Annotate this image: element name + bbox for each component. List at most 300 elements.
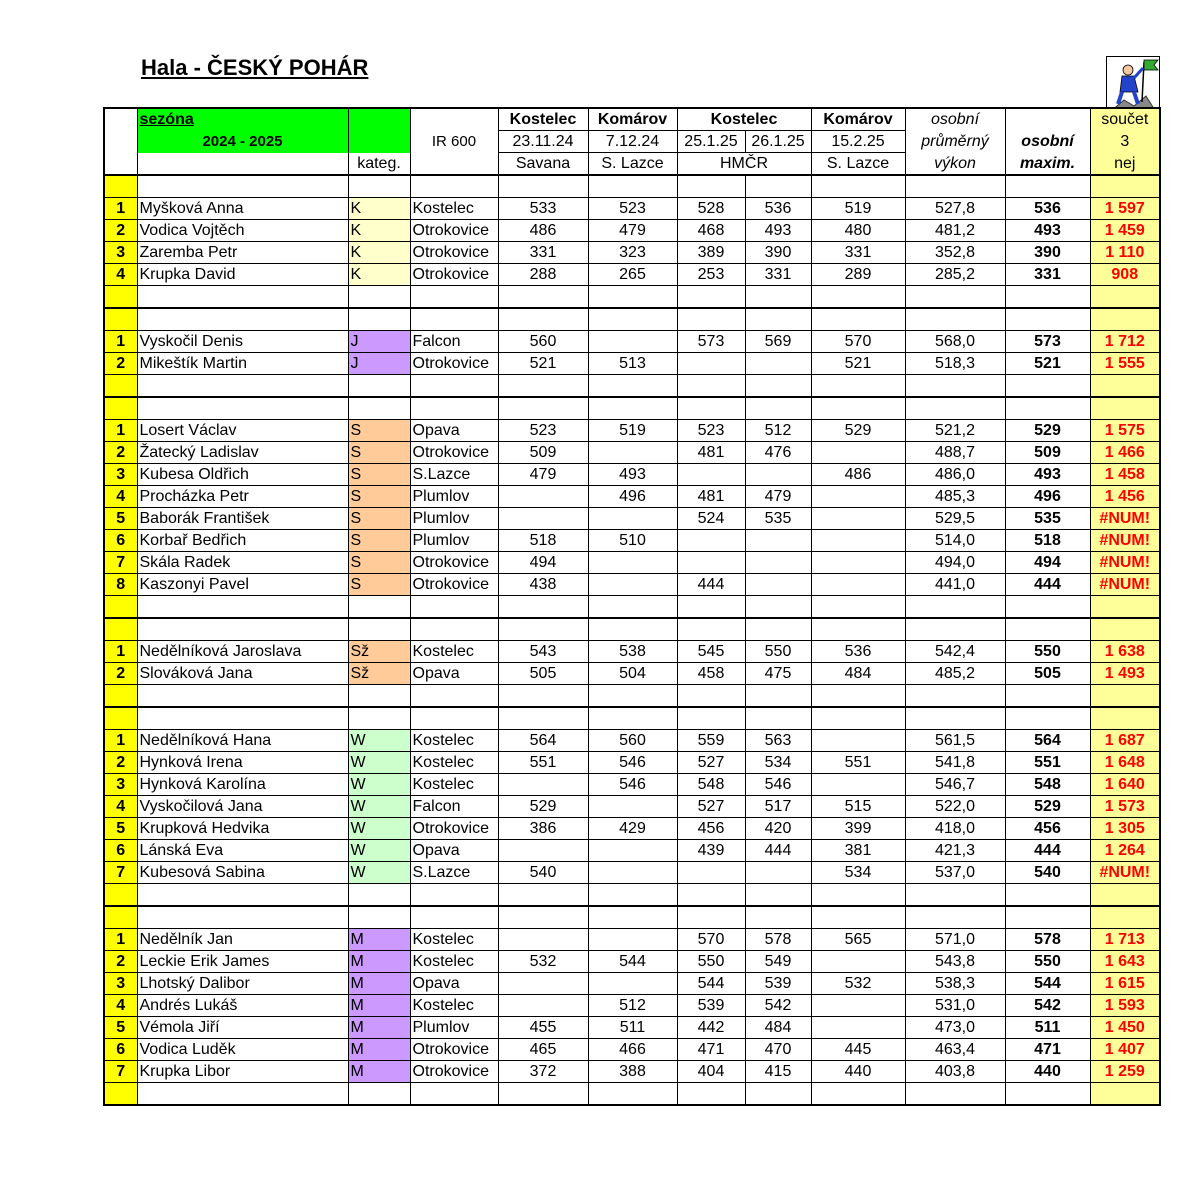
- best-three-sum: #NUM!: [1090, 508, 1160, 530]
- table-row: [104, 774, 1160, 796]
- score-5: [811, 995, 905, 1017]
- score-4: 470: [745, 1039, 811, 1061]
- table-row: [104, 264, 1160, 286]
- blank-cell: [1005, 286, 1090, 309]
- score-2: [588, 552, 677, 574]
- best-label-1: součet: [1090, 108, 1160, 131]
- score-1: 523: [498, 420, 588, 442]
- max-score: 444: [1005, 574, 1090, 596]
- table-row: [104, 353, 1160, 375]
- blank-cell: [811, 884, 905, 907]
- table-row: [104, 198, 1160, 220]
- score-4: 534: [745, 752, 811, 774]
- score-4: 444: [745, 840, 811, 862]
- best-three-sum: 1 597: [1090, 198, 1160, 220]
- average-score: 352,8: [905, 242, 1005, 264]
- blank-cell: [137, 596, 348, 619]
- blank-cell: [498, 286, 588, 309]
- max-score: 493: [1005, 220, 1090, 242]
- athlete-name: Lhotský Dalibor: [137, 973, 348, 995]
- score-2: 546: [588, 752, 677, 774]
- blank-cell: [811, 685, 905, 708]
- score-3: 545: [677, 641, 745, 663]
- score-3: 527: [677, 796, 745, 818]
- max-score: 544: [1005, 973, 1090, 995]
- score-4: [745, 552, 811, 574]
- blank-cell: [745, 707, 811, 730]
- spacer-row: [104, 884, 1160, 907]
- rank-cell-blank: [104, 884, 137, 907]
- event-2-venue: Komárov: [588, 108, 677, 131]
- rank-cell: 2: [104, 752, 137, 774]
- score-5: 551: [811, 752, 905, 774]
- blank-cell: [410, 1083, 498, 1106]
- table-row: [104, 995, 1160, 1017]
- blank-cell: [1005, 596, 1090, 619]
- rank-cell: 2: [104, 220, 137, 242]
- average-score: 473,0: [905, 1017, 1005, 1039]
- blank-cell: [905, 884, 1005, 907]
- score-1: 455: [498, 1017, 588, 1039]
- table-row: [104, 508, 1160, 530]
- score-5: 486: [811, 464, 905, 486]
- blank-cell: [811, 375, 905, 398]
- blank-cell: [905, 375, 1005, 398]
- spacer-row: [104, 596, 1160, 619]
- score-2: 546: [588, 774, 677, 796]
- average-score: 568,0: [905, 331, 1005, 353]
- rank-cell: 6: [104, 840, 137, 862]
- rank-cell-blank: [104, 308, 137, 331]
- score-2: 544: [588, 951, 677, 973]
- category-badge: S: [348, 574, 410, 596]
- event-3-date: 25.1.25: [677, 131, 745, 153]
- score-3: 442: [677, 1017, 745, 1039]
- score-5: 565: [811, 929, 905, 951]
- score-3: 253: [677, 264, 745, 286]
- table-row: [104, 818, 1160, 840]
- avg-label-3: výkon: [905, 153, 1005, 176]
- rank-cell-blank: [104, 707, 137, 730]
- score-1: [498, 929, 588, 951]
- score-4: [745, 353, 811, 375]
- blank-cell: [348, 175, 410, 198]
- score-5: [811, 951, 905, 973]
- category-badge: S: [348, 552, 410, 574]
- category-badge: J: [348, 353, 410, 375]
- blank-cell: [410, 618, 498, 641]
- rank-cell: 2: [104, 663, 137, 685]
- blank-cell: [588, 175, 677, 198]
- best-three-sum: 1 713: [1090, 929, 1160, 951]
- spacer-row: [104, 1083, 1160, 1106]
- score-3: 444: [677, 574, 745, 596]
- club-name: Otrokovice: [410, 442, 498, 464]
- best-three-sum: 1 407: [1090, 1039, 1160, 1061]
- blank-cell: [1005, 618, 1090, 641]
- blank-cell: [745, 397, 811, 420]
- score-3: 527: [677, 752, 745, 774]
- score-4: 415: [745, 1061, 811, 1083]
- score-5: [811, 486, 905, 508]
- table-row: [104, 464, 1160, 486]
- club-name: Plumlov: [410, 1017, 498, 1039]
- blank-cell: [588, 596, 677, 619]
- category-badge: W: [348, 818, 410, 840]
- event-2-place: S. Lazce: [588, 153, 677, 176]
- blank-cell: [588, 707, 677, 730]
- best-three-sum: 1 593: [1090, 995, 1160, 1017]
- blank-cell: [905, 707, 1005, 730]
- athlete-name: Korbař Bedřich: [137, 530, 348, 552]
- score-2: 513: [588, 353, 677, 375]
- athlete-name: Žatecký Ladislav: [137, 442, 348, 464]
- rank-cell-blank: [104, 618, 137, 641]
- club-name: Plumlov: [410, 486, 498, 508]
- rank-cell-blank: [104, 685, 137, 708]
- score-4: 546: [745, 774, 811, 796]
- blank-cell: [348, 308, 410, 331]
- category-badge: M: [348, 995, 410, 1017]
- blank-cell: [677, 707, 745, 730]
- athlete-name: Vémola Jiří: [137, 1017, 348, 1039]
- score-5: [811, 508, 905, 530]
- score-3: 539: [677, 995, 745, 1017]
- athlete-name: Myšková Anna: [137, 198, 348, 220]
- score-4: 475: [745, 663, 811, 685]
- athlete-name: Krupková Hedvika: [137, 818, 348, 840]
- blank-cell: [1005, 1083, 1090, 1106]
- event-3-venue: Kostelec: [677, 108, 811, 131]
- ir-label: IR 600: [410, 131, 498, 153]
- athlete-name: Mikeštík Martin: [137, 353, 348, 375]
- spacer-row: [104, 286, 1160, 309]
- header-row-3: [104, 153, 1160, 176]
- blank-cell: [677, 375, 745, 398]
- best-three-sum: 1 110: [1090, 242, 1160, 264]
- event-1-date: 23.11.24: [498, 131, 588, 153]
- score-3: 458: [677, 663, 745, 685]
- score-3: [677, 353, 745, 375]
- event-3-place: HMČR: [677, 153, 811, 176]
- average-score: 403,8: [905, 1061, 1005, 1083]
- table-row: [104, 929, 1160, 951]
- table-row: [104, 641, 1160, 663]
- blank-cell: [498, 906, 588, 929]
- blank-cell: [410, 685, 498, 708]
- best-three-sum: 1 615: [1090, 973, 1160, 995]
- blank-cell: [677, 618, 745, 641]
- blank-cell: [137, 1083, 348, 1106]
- score-5: 445: [811, 1039, 905, 1061]
- average-score: 529,5: [905, 508, 1005, 530]
- category-badge: W: [348, 752, 410, 774]
- club-name: Kostelec: [410, 198, 498, 220]
- score-3: 471: [677, 1039, 745, 1061]
- rank-cell: 2: [104, 442, 137, 464]
- rank-cell: 5: [104, 1017, 137, 1039]
- best-cell-blank: [1090, 618, 1160, 641]
- table-row: [104, 242, 1160, 264]
- page-title: Hala - ČESKÝ POHÁR: [141, 55, 369, 80]
- score-5: [811, 442, 905, 464]
- table-row: [104, 840, 1160, 862]
- score-2: [588, 331, 677, 353]
- score-2: 523: [588, 198, 677, 220]
- blank-cell: [137, 906, 348, 929]
- best-three-sum: 1 638: [1090, 641, 1160, 663]
- score-1: 564: [498, 730, 588, 752]
- average-score: 485,3: [905, 486, 1005, 508]
- score-1: 479: [498, 464, 588, 486]
- blank-cell: [137, 707, 348, 730]
- athlete-name: Vyskočilová Jana: [137, 796, 348, 818]
- club-name: Otrokovice: [410, 242, 498, 264]
- score-3: 404: [677, 1061, 745, 1083]
- category-badge: M: [348, 1039, 410, 1061]
- category-badge: K: [348, 264, 410, 286]
- score-3: [677, 530, 745, 552]
- best-label-3: nej: [1090, 153, 1160, 176]
- score-3: [677, 464, 745, 486]
- athlete-name: Kubesová Sabina: [137, 862, 348, 884]
- athlete-name: Vyskočil Denis: [137, 331, 348, 353]
- blank-cell: [811, 308, 905, 331]
- blank-cell: [1005, 175, 1090, 198]
- category-badge: W: [348, 774, 410, 796]
- score-1: 533: [498, 198, 588, 220]
- category-badge: S: [348, 442, 410, 464]
- score-3: 468: [677, 220, 745, 242]
- score-3: 559: [677, 730, 745, 752]
- blank-cell: [745, 1083, 811, 1106]
- score-4: 563: [745, 730, 811, 752]
- blank-cell: [745, 596, 811, 619]
- rank-cell-blank: [104, 175, 137, 198]
- table-row: [104, 663, 1160, 685]
- score-4: 512: [745, 420, 811, 442]
- blank-cell: [811, 596, 905, 619]
- average-score: 488,7: [905, 442, 1005, 464]
- blank-cell: [410, 308, 498, 331]
- best-cell-blank: [1090, 596, 1160, 619]
- rank-cell: 5: [104, 818, 137, 840]
- score-5: 532: [811, 973, 905, 995]
- score-2: 429: [588, 818, 677, 840]
- club-name: Kostelec: [410, 951, 498, 973]
- score-5: 521: [811, 353, 905, 375]
- score-4: 539: [745, 973, 811, 995]
- club-name: Kostelec: [410, 995, 498, 1017]
- score-1: 386: [498, 818, 588, 840]
- category-badge: K: [348, 242, 410, 264]
- score-5: 515: [811, 796, 905, 818]
- event-1-place: Savana: [498, 153, 588, 176]
- blank-cell: [498, 884, 588, 907]
- best-three-sum: 1 712: [1090, 331, 1160, 353]
- rank-cell-blank: [104, 596, 137, 619]
- rank-cell: 6: [104, 1039, 137, 1061]
- blank-cell: [677, 884, 745, 907]
- blank-cell: [677, 906, 745, 929]
- score-3: 570: [677, 929, 745, 951]
- spacer-row: [104, 375, 1160, 398]
- blank-cell: [811, 175, 905, 198]
- blank-cell: [348, 884, 410, 907]
- best-three-sum: 1 573: [1090, 796, 1160, 818]
- best-three-sum: 908: [1090, 264, 1160, 286]
- blank-cell: [498, 596, 588, 619]
- table-row: [104, 862, 1160, 884]
- score-4: [745, 862, 811, 884]
- club-name: Falcon: [410, 331, 498, 353]
- score-3: 550: [677, 951, 745, 973]
- score-3: 573: [677, 331, 745, 353]
- rank-cell: 3: [104, 774, 137, 796]
- season-label: sezóna: [137, 108, 348, 131]
- blank-cell: [677, 596, 745, 619]
- average-score: 418,0: [905, 818, 1005, 840]
- blank-cell: [498, 1083, 588, 1106]
- score-5: [811, 552, 905, 574]
- blank-cell: [677, 175, 745, 198]
- club-name: S.Lazce: [410, 464, 498, 486]
- score-1: 521: [498, 353, 588, 375]
- rank-cell: 3: [104, 242, 137, 264]
- event-3-date-2: 26.1.25: [745, 131, 811, 153]
- athlete-name: Krupka Libor: [137, 1061, 348, 1083]
- category-badge: S: [348, 508, 410, 530]
- rank-cell: 1: [104, 730, 137, 752]
- score-1: 543: [498, 641, 588, 663]
- best-three-sum: #NUM!: [1090, 530, 1160, 552]
- score-2: 504: [588, 663, 677, 685]
- max-score: 521: [1005, 353, 1090, 375]
- rank-cell: 3: [104, 973, 137, 995]
- blank-cell: [745, 286, 811, 309]
- spacer-row: [104, 175, 1160, 198]
- max-score: 505: [1005, 663, 1090, 685]
- category-badge: S: [348, 464, 410, 486]
- average-score: 486,0: [905, 464, 1005, 486]
- score-5: [811, 530, 905, 552]
- blank-cell: [745, 175, 811, 198]
- blank-cell: [745, 906, 811, 929]
- score-4: 331: [745, 264, 811, 286]
- score-5: [811, 1017, 905, 1039]
- blank-cell: [137, 175, 348, 198]
- best-three-sum: 1 305: [1090, 818, 1160, 840]
- score-4: 476: [745, 442, 811, 464]
- blank-cell: [498, 308, 588, 331]
- table-row: [104, 220, 1160, 242]
- average-score: 421,3: [905, 840, 1005, 862]
- category-badge: M: [348, 951, 410, 973]
- max-label-1: osobní: [1005, 131, 1090, 153]
- score-1: [498, 774, 588, 796]
- table-row: [104, 442, 1160, 464]
- score-5: [811, 730, 905, 752]
- max-score: 529: [1005, 796, 1090, 818]
- score-5: 381: [811, 840, 905, 862]
- best-cell-blank: [1090, 685, 1160, 708]
- table-row: [104, 1061, 1160, 1083]
- blank-cell: [410, 884, 498, 907]
- average-score: 561,5: [905, 730, 1005, 752]
- rank-cell: 7: [104, 552, 137, 574]
- blank-cell: [811, 286, 905, 309]
- score-2: [588, 574, 677, 596]
- blank-cell: [410, 707, 498, 730]
- score-4: 536: [745, 198, 811, 220]
- score-1: 509: [498, 442, 588, 464]
- score-2: 538: [588, 641, 677, 663]
- best-cell-blank: [1090, 286, 1160, 309]
- category-badge: Sž: [348, 641, 410, 663]
- average-score: 538,3: [905, 973, 1005, 995]
- spacer-row: [104, 618, 1160, 641]
- best-three-sum: #NUM!: [1090, 552, 1160, 574]
- best-cell-blank: [1090, 397, 1160, 420]
- score-1: 494: [498, 552, 588, 574]
- blank-cell: [588, 618, 677, 641]
- average-score: 481,2: [905, 220, 1005, 242]
- blank-cell: [137, 308, 348, 331]
- athlete-name: Hynková Irena: [137, 752, 348, 774]
- blank-cell: [745, 685, 811, 708]
- score-1: 486: [498, 220, 588, 242]
- best-three-sum: 1 687: [1090, 730, 1160, 752]
- average-score: 537,0: [905, 862, 1005, 884]
- category-badge: S: [348, 486, 410, 508]
- best-three-sum: 1 648: [1090, 752, 1160, 774]
- score-2: [588, 862, 677, 884]
- athlete-name: Kaszonyi Pavel: [137, 574, 348, 596]
- blank-cell: [905, 1083, 1005, 1106]
- average-score: 522,0: [905, 796, 1005, 818]
- score-2: 323: [588, 242, 677, 264]
- best-three-sum: #NUM!: [1090, 574, 1160, 596]
- best-three-sum: 1 643: [1090, 951, 1160, 973]
- score-2: 512: [588, 995, 677, 1017]
- blank-cell: [588, 685, 677, 708]
- score-2: [588, 508, 677, 530]
- score-1: 518: [498, 530, 588, 552]
- best-three-sum: 1 640: [1090, 774, 1160, 796]
- blank-cell: [905, 596, 1005, 619]
- max-score: 390: [1005, 242, 1090, 264]
- average-score: 541,8: [905, 752, 1005, 774]
- event-4-venue: Komárov: [811, 108, 905, 131]
- blank-cell: [137, 884, 348, 907]
- blank-cell: [348, 707, 410, 730]
- club-name: Kostelec: [410, 641, 498, 663]
- score-5: 480: [811, 220, 905, 242]
- max-score: 578: [1005, 929, 1090, 951]
- average-score: 527,8: [905, 198, 1005, 220]
- blank-cell: [745, 884, 811, 907]
- category-badge: K: [348, 220, 410, 242]
- best-three-sum: 1 259: [1090, 1061, 1160, 1083]
- score-1: 438: [498, 574, 588, 596]
- club-name: Otrokovice: [410, 818, 498, 840]
- max-score: 535: [1005, 508, 1090, 530]
- average-score: 546,7: [905, 774, 1005, 796]
- best-cell-blank: [1090, 175, 1160, 198]
- spacer-row: [104, 906, 1160, 929]
- score-2: 388: [588, 1061, 677, 1083]
- category-badge: K: [348, 198, 410, 220]
